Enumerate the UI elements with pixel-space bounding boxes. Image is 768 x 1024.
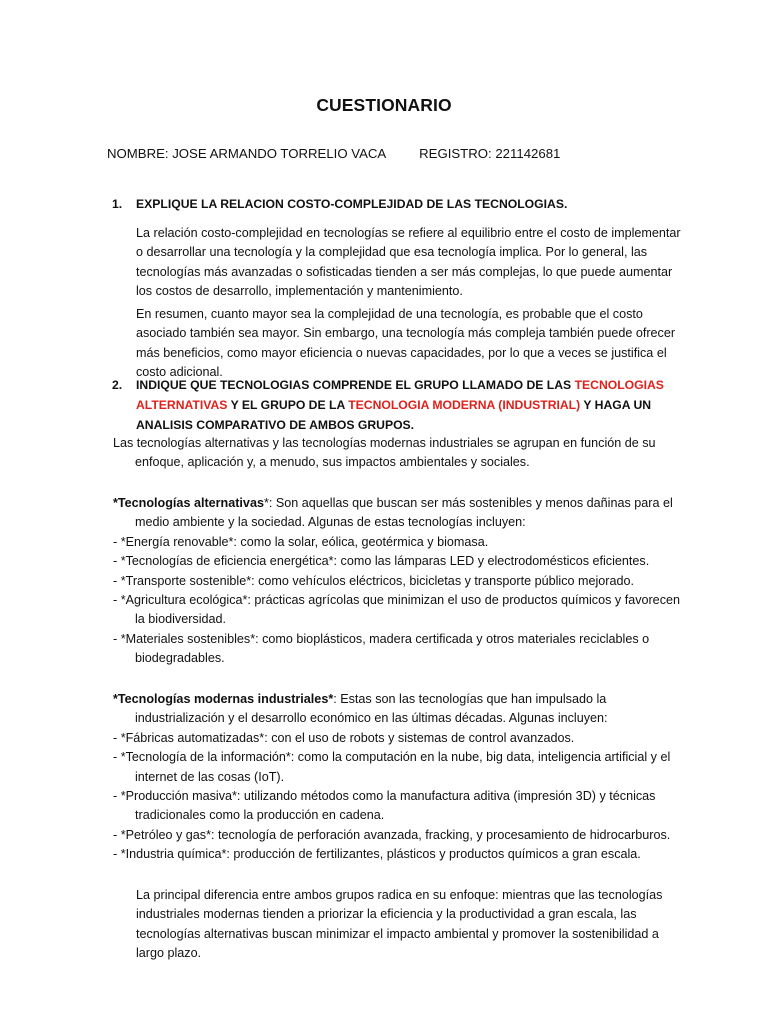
list-item: - *Energía renovable*: como la solar, eólica, geotérmica y biomasa. xyxy=(113,534,489,549)
list-item: - *Petróleo y gas*: tecnología de perforación avanzada, fracking, y procesamiento de hidrocarburos. xyxy=(113,827,671,842)
list-item: - *Industria química*: producción de fertilizantes, plásticos y productos químicos a gran escala. xyxy=(113,847,641,862)
question-2-number: 2. xyxy=(112,378,123,392)
question-2-highlight-alternativas: TECNOLOGIAS ALTERNATIVAS xyxy=(136,378,664,412)
alternative-heading-description: *: Son aquellas que buscan ser más sostenibles y menos dañinas para el medio ambiente y la sociedad. Algunas de estas tecnologías incluyen: xyxy=(135,496,673,530)
question-1-text: EXPLIQUE LA RELACION COSTO-COMPLEJIDAD DE LAS TECNOLOGIAS. xyxy=(136,197,568,211)
list-item: - *Materiales sostenibles*: como bioplásticos, madera certificada y otros materiales reciclables o biodegradables. xyxy=(113,631,650,666)
modern-heading xyxy=(113,690,683,729)
question-1 xyxy=(112,194,676,214)
question-1-number: 1. xyxy=(112,197,123,211)
question-2-text-part-1: INDIQUE QUE TECNOLOGIAS COMPRENDE EL GRUPO LLAMADO DE LAS xyxy=(136,378,575,392)
modern-heading-label: *Tecnologías modernas industriales* xyxy=(113,692,334,706)
question-2-text-part-2: Y EL GRUPO DE LA xyxy=(227,398,349,412)
list-item: - *Tecnologías de eficiencia energética*: como las lámparas LED y electrodomésticos eficientes. xyxy=(113,554,650,569)
answer-2-conclusion: La principal diferencia entre ambos grupos radica en su enfoque: mientras que las tecnologías industriales modernas tienden a priorizar la eficiencia y la productividad a gran escala, las tecnologías alternativas buscan minimizar el impacto ambiental y promover la sostenibilidad a largo plazo. xyxy=(136,888,663,961)
student-registro: REGISTRO: 221142681 xyxy=(419,146,561,161)
list-item: - *Agricultura ecológica*: prácticas agrícolas que minimizan el uso de productos químicos y favorecen la biodiversidad. xyxy=(113,593,680,627)
answer-2-intro-text: Las tecnologías alternativas y las tecnologías modernas industriales se agrupan en función de su enfoque, aplicación y, a menudo, sus impactos ambientales y sociales. xyxy=(113,436,656,470)
alternative-heading xyxy=(113,494,683,533)
modern-heading-description: : Estas son las tecnologías que han impulsado la industrialización y el desarrollo económico en las últimas décadas. Algunas incluyen: xyxy=(135,692,608,726)
question-2-text-part-3: Y HAGA UN ANALISIS COMPARATIVO DE AMBOS GRUPOS. xyxy=(136,398,652,432)
question-2 xyxy=(112,375,676,435)
modern-technologies-section xyxy=(113,690,683,865)
list-item: - *Tecnología de la información*: como la computación en la nube, big data, inteligencia artificial y el internet de las cosas (IoT). xyxy=(113,750,671,784)
alternative-heading-label: *Tecnologías alternativas xyxy=(113,496,264,510)
student-info xyxy=(107,146,560,161)
student-name: NOMBRE: JOSE ARMANDO TORRELIO VACA xyxy=(107,146,386,161)
answer-2-intro xyxy=(113,434,683,473)
list-item: - *Fábricas automatizadas*: con el uso de robots y sistemas de control avanzados. xyxy=(113,730,575,745)
alternative-technologies-section xyxy=(113,494,683,669)
question-2-highlight-moderna: TECNOLOGIA MODERNA (INDUSTRIAL) xyxy=(348,398,581,412)
answer-1-paragraph-2: En resumen, cuanto mayor sea la complejidad de una tecnología, es probable que el costo asociado también sea mayor. Sin embargo, una tecnología más compleja también puede ofrecer más beneficios, como mayor eficiencia o nuevas capacidades, por lo que a veces se justifica el costo adicional. xyxy=(136,307,676,380)
list-item: - *Producción masiva*: utilizando métodos como la manufactura aditiva (impresión 3D) y técnicas tradicionales como la producción en cadena. xyxy=(113,789,656,823)
document-title: CUESTIONARIO xyxy=(316,95,452,115)
list-item: - *Transporte sostenible*: como vehículos eléctricos, bicicletas y transporte público mejorado. xyxy=(113,573,635,588)
answer-1-paragraph-1: La relación costo-complejidad en tecnologías se refiere al equilibrio entre el costo de implementar o desarrollar una tecnología y la complejidad que esa tecnología implica. Por lo general, las tecnologías más avanzadas o sofisticadas tienden a ser más complejas, lo que puede aumentar los costos de desarrollo, implementación y mantenimiento. xyxy=(136,226,681,299)
